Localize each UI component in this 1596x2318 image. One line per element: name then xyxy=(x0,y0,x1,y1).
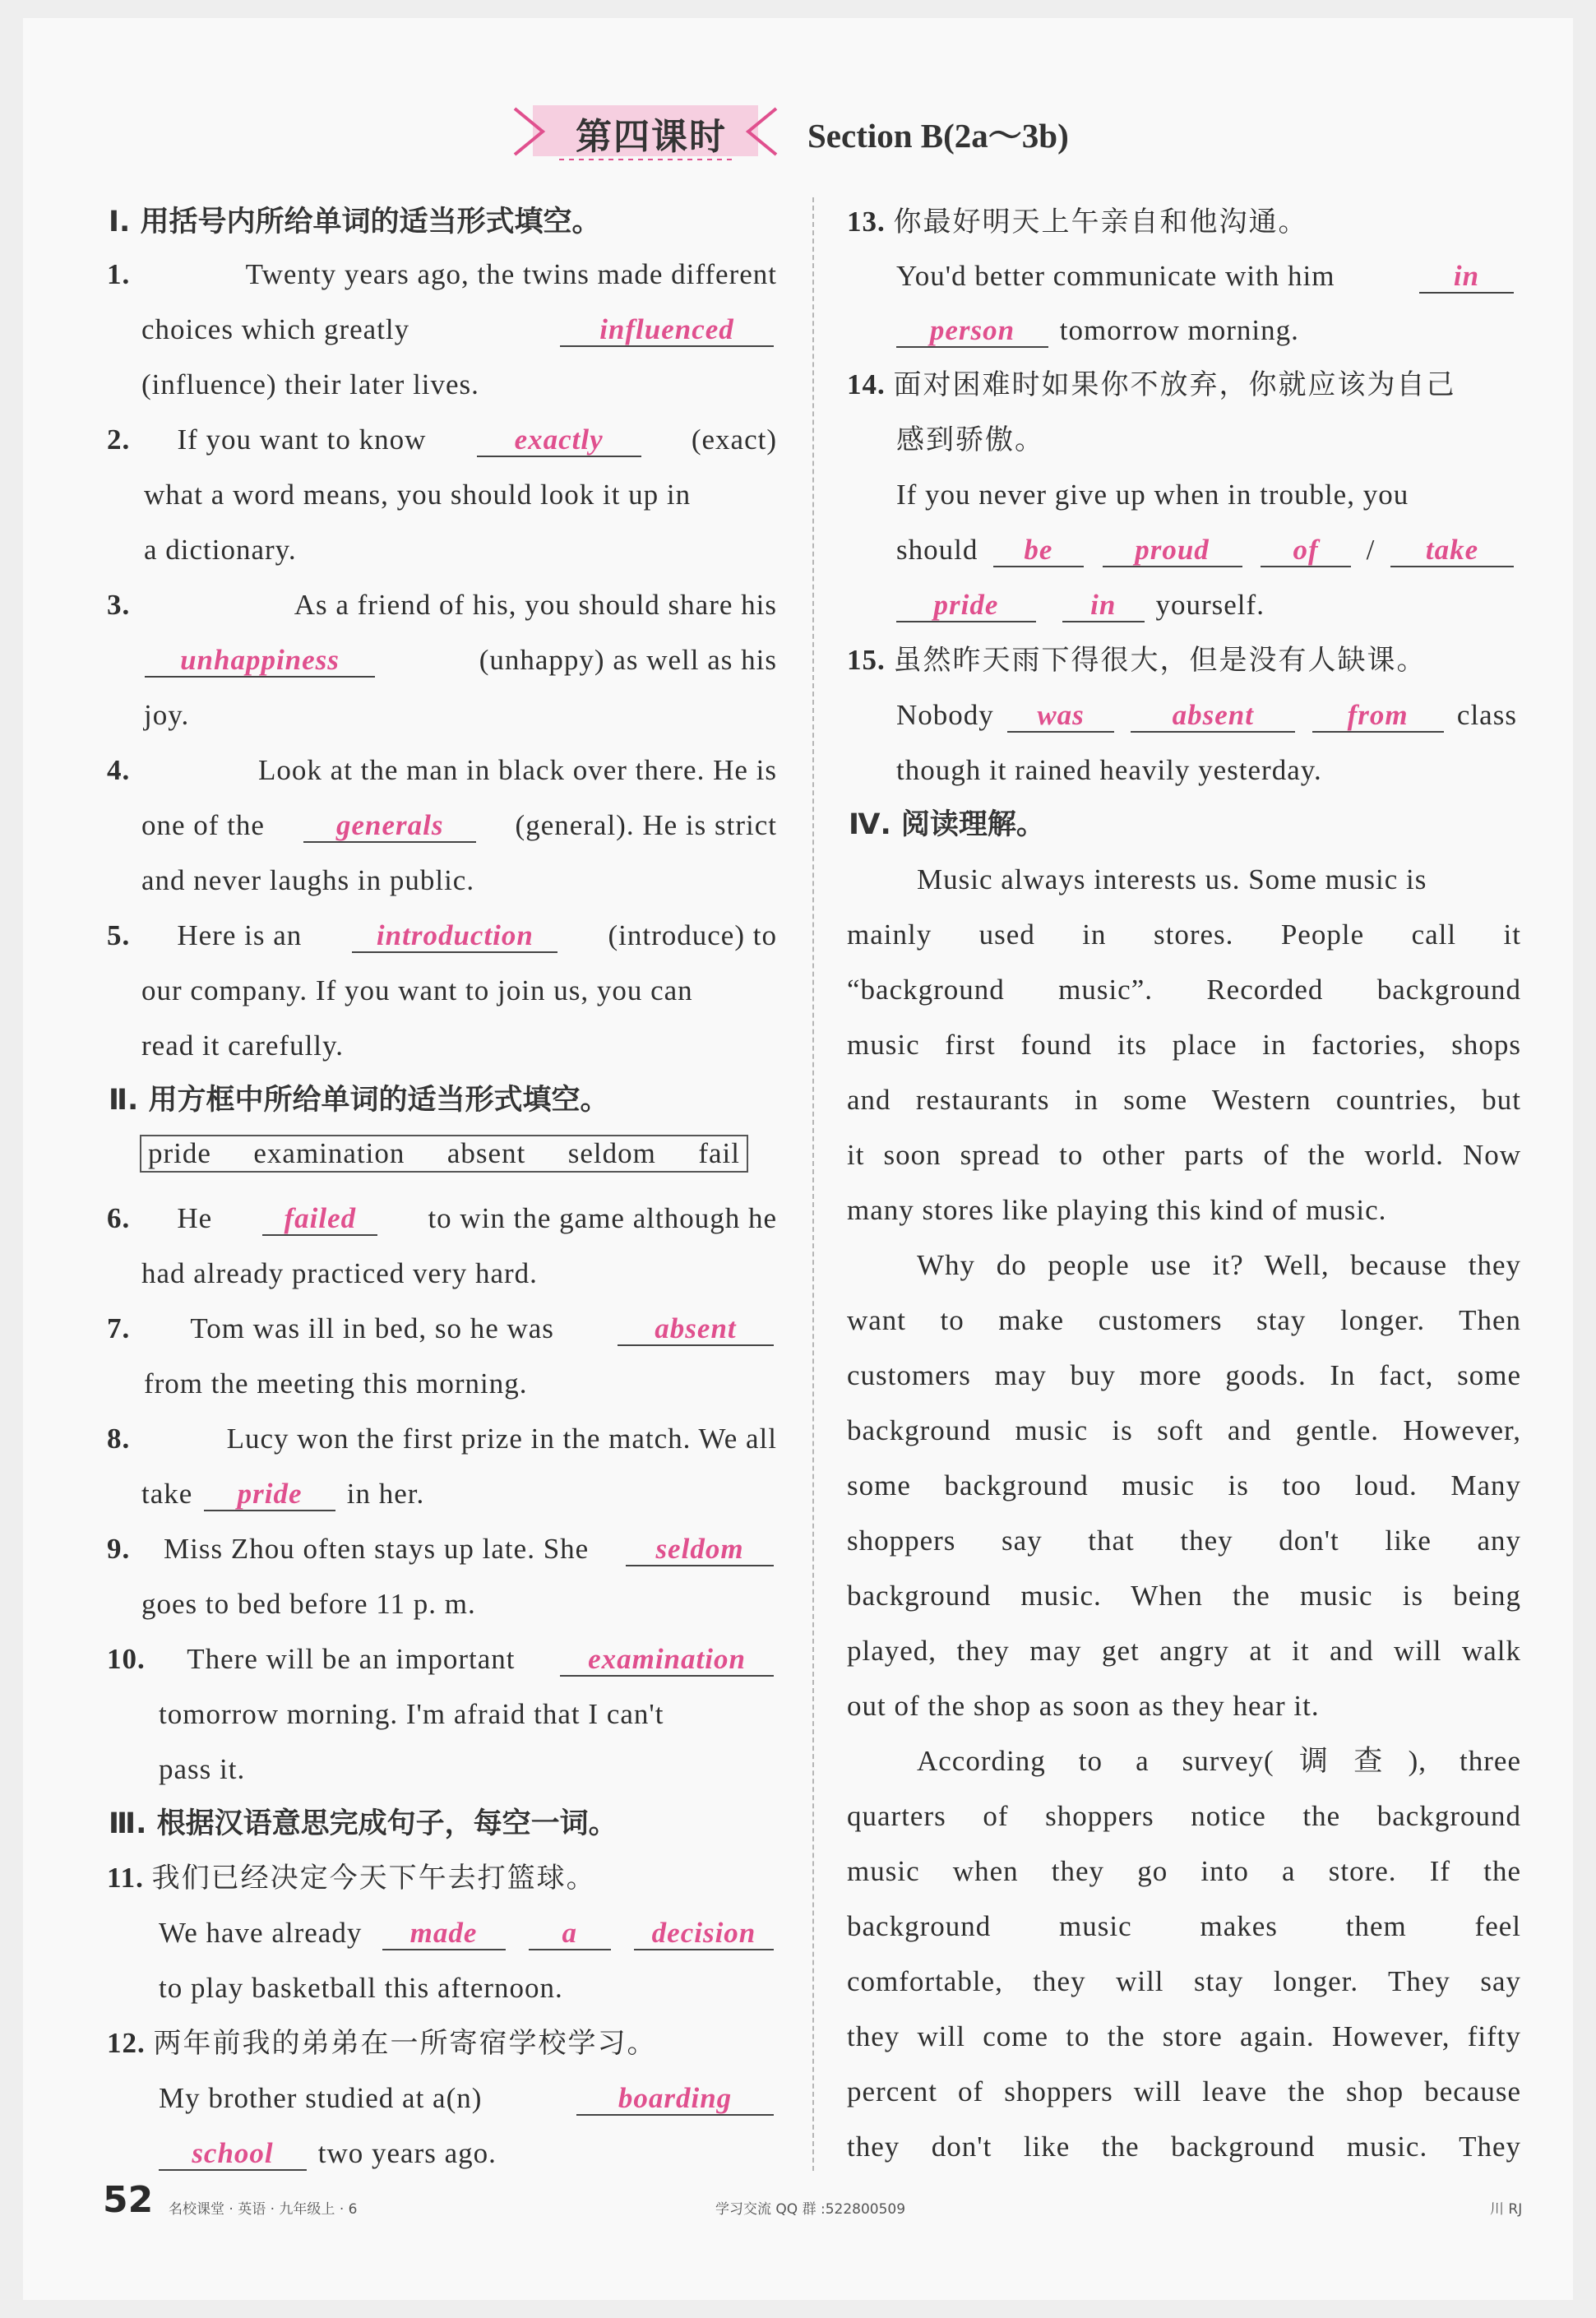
q1-answer[interactable]: influenced xyxy=(560,314,774,347)
q13-answer-1[interactable]: in xyxy=(1419,261,1514,294)
q6-number: 6. xyxy=(107,1202,131,1234)
q13-chinese: 你最好明天上午亲自和他沟通。 xyxy=(893,206,1308,238)
column-divider xyxy=(812,197,814,2171)
reading-line: out of the shop as soon as they hear it. xyxy=(847,1690,1320,1722)
footer-edition: 川 RJ xyxy=(1490,2201,1523,2218)
footer-qq-group: 学习交流 QQ 群 :522800509 xyxy=(715,2201,906,2218)
q11-answer-2[interactable]: a xyxy=(529,1918,611,1950)
word-box-item: absent xyxy=(446,1137,526,1169)
q6-line1 xyxy=(107,1201,777,1237)
reading-line: quarters of shoppers notice the background xyxy=(847,1800,1521,1832)
reading-line: background music makes them feel xyxy=(847,1910,1521,1942)
q3-line1 xyxy=(107,587,777,623)
q14-slash: / xyxy=(1366,534,1376,566)
q5-number: 5. xyxy=(107,919,131,951)
q10-answer[interactable]: examination xyxy=(560,1644,774,1677)
q5-answer[interactable]: introduction xyxy=(352,920,557,953)
word-box-item: examination xyxy=(253,1137,405,1169)
word-box-row xyxy=(141,1136,747,1171)
q13-line1 xyxy=(847,204,1308,240)
q2-line1 xyxy=(107,422,777,458)
q13-text1a: You'd better communicate with him xyxy=(896,260,1335,292)
q1-text2: choices which greatly xyxy=(141,313,410,345)
q15-line2 xyxy=(896,697,1517,733)
q11-answer-1[interactable]: made xyxy=(382,1918,506,1950)
q2-text1b: (exact) xyxy=(691,423,777,456)
q3-number: 3. xyxy=(107,589,131,621)
q14-line4 xyxy=(896,532,1517,568)
reading-line: background music. When the music is being xyxy=(847,1580,1521,1612)
q11-line1 xyxy=(107,1860,596,1896)
q14-answer-6[interactable]: in xyxy=(1062,590,1145,622)
q6-text1a: He xyxy=(177,1202,213,1234)
reading-line: played, they may get angry at it and will walk xyxy=(847,1635,1521,1667)
q12-line3 xyxy=(159,2135,497,2172)
reading-line: it soon spread to other parts of the world. Now xyxy=(847,1139,1521,1171)
q1-text1: Twenty years ago, the twins made different xyxy=(245,258,777,290)
reading-line: want to make customers stay longer. Then xyxy=(847,1304,1521,1336)
q4-text1: Look at the man in black over there. He is xyxy=(258,754,777,786)
lesson-title: 第四课时 xyxy=(576,116,727,158)
q14-text1: If you never give up when in trouble, you xyxy=(896,479,1409,511)
q14-text2a: should xyxy=(896,534,978,566)
q9-answer[interactable]: seldom xyxy=(626,1534,774,1566)
q4-text3: and never laughs in public. xyxy=(141,864,475,896)
reading-line: Why do people use it? Well, because they xyxy=(917,1249,1521,1281)
q7-text1a: Tom was ill in bed, so he was xyxy=(190,1312,554,1344)
q14-number: 14. xyxy=(847,368,886,400)
q12-number: 12. xyxy=(107,2027,146,2059)
q4-text2b: (general). He is strict xyxy=(515,809,777,841)
q14-answer-4[interactable]: take xyxy=(1390,534,1514,567)
q15-line1 xyxy=(847,642,1427,678)
q9-line1 xyxy=(107,1531,777,1567)
reading-line: shoppers say that they don't like any xyxy=(847,1525,1521,1557)
section-2-title: Ⅱ. 用方框中所给单词的适当形式填空。 xyxy=(109,1084,609,1117)
q11-number: 11. xyxy=(107,1862,144,1894)
q14-answer-2[interactable]: proud xyxy=(1103,534,1242,567)
section-title: Section B(2a～3b) xyxy=(807,117,1069,155)
q2-answer[interactable]: exactly xyxy=(477,424,641,457)
q12-answer-1[interactable]: boarding xyxy=(576,2083,774,2116)
q13-text2b: tomorrow morning. xyxy=(1059,314,1299,346)
q5-text1a: Here is an xyxy=(177,919,303,951)
section-1-title: Ⅰ. 用括号内所给单词的适当形式填空。 xyxy=(109,206,601,238)
section-3-title: Ⅲ. 根据汉语意思完成句子，每空一词。 xyxy=(109,1807,618,1840)
q7-number: 7. xyxy=(107,1312,131,1344)
q12-chinese: 两年前我的弟弟在一所寄宿学校学习。 xyxy=(153,2027,657,2060)
reading-line: music when they go into a store. If the xyxy=(847,1855,1521,1887)
q5-line1 xyxy=(107,918,777,954)
reading-line: comfortable, they will stay longer. They say xyxy=(847,1965,1521,1997)
q6-text1b: to win the game although he xyxy=(428,1202,777,1234)
q12-text2b: two years ago. xyxy=(317,2137,497,2169)
reading-line: “background music”. Recorded background xyxy=(847,974,1521,1006)
q2-text2: what a word means, you should look it up in xyxy=(144,479,692,511)
q9-text2: goes to bed before 11 p. m. xyxy=(141,1588,476,1620)
q8-answer[interactable]: pride xyxy=(204,1478,335,1511)
q10-text2: tomorrow morning. I'm afraid that I can't xyxy=(159,1698,664,1730)
q3-line2 xyxy=(141,642,777,678)
q12-answer-2[interactable]: school xyxy=(159,2138,307,2171)
reading-line: customers may buy more goods. In fact, some xyxy=(847,1359,1521,1391)
reading-line: Music always interests us. Some music is xyxy=(917,863,1427,895)
q14-answer-1[interactable]: be xyxy=(993,534,1084,567)
q11-text2: to play basketball this afternoon. xyxy=(159,1972,563,2004)
reading-line: percent of shoppers will leave the shop because xyxy=(847,2075,1521,2107)
reading-line: they will come to the store again. However, fifty xyxy=(847,2020,1521,2052)
reading-line: music first found its place in factories, shops xyxy=(847,1029,1521,1061)
reading-line: many stores like playing this kind of music. xyxy=(847,1194,1387,1226)
q12-text1a: My brother studied at a(n) xyxy=(159,2082,483,2114)
q15-text1b: class xyxy=(1456,699,1517,731)
q8-line1 xyxy=(107,1421,777,1457)
q15-answer-3[interactable]: from xyxy=(1312,700,1444,733)
q10-number: 10. xyxy=(107,1643,146,1675)
q14-chinese-2: 感到骄傲。 xyxy=(896,423,1044,456)
q8-text2b: in her. xyxy=(346,1478,425,1510)
q6-text2: had already practiced very hard. xyxy=(141,1257,538,1289)
q1-line2 xyxy=(141,312,777,348)
q4-line2 xyxy=(141,807,777,844)
q7-line1 xyxy=(107,1311,777,1347)
q1-number: 1. xyxy=(107,258,131,290)
q11-line2 xyxy=(159,1915,777,1951)
q15-text2: though it rained heavily yesterday. xyxy=(896,754,1322,786)
word-box xyxy=(140,1135,748,1173)
q13-line2 xyxy=(896,258,1517,294)
q11-text1a: We have already xyxy=(159,1917,363,1949)
word-box-item: pride xyxy=(148,1137,211,1169)
q12-line1 xyxy=(107,2025,657,2061)
q15-answer-2[interactable]: absent xyxy=(1131,700,1295,733)
reading-line: and restaurants in some Western countries, but xyxy=(847,1084,1521,1116)
q1-text3: (influence) their later lives. xyxy=(141,368,479,400)
q13-line3 xyxy=(896,312,1299,349)
q10-line1 xyxy=(107,1641,777,1677)
q7-text2: from the meeting this morning. xyxy=(144,1367,528,1400)
q15-number: 15. xyxy=(847,644,886,676)
q3-text2: (unhappy) as well as his xyxy=(479,644,777,676)
reading-line: mainly used in stores. People call it xyxy=(847,918,1521,951)
q4-answer[interactable]: generals xyxy=(303,810,476,843)
q1-line1 xyxy=(107,257,777,293)
q10-text3: pass it. xyxy=(159,1753,246,1785)
q2-text1a: If you want to know xyxy=(177,423,427,456)
page-number: 52 xyxy=(103,2179,154,2221)
word-box-item: seldom xyxy=(567,1137,656,1169)
section-4-title: Ⅳ. 阅读理解。 xyxy=(849,808,1045,841)
q2-number: 2. xyxy=(107,423,131,456)
q7-answer[interactable]: absent xyxy=(618,1313,774,1346)
reading-line: they don't like the background music. They xyxy=(847,2131,1521,2163)
q8-number: 8. xyxy=(107,1423,131,1455)
q3-text1: As a friend of his, you should share his xyxy=(294,589,777,621)
q14-line1 xyxy=(847,367,1456,403)
q14-answer-3[interactable]: of xyxy=(1261,534,1351,567)
q9-number: 9. xyxy=(107,1533,131,1565)
q4-text2a: one of the xyxy=(141,809,265,841)
q3-text3: joy. xyxy=(144,699,190,731)
q11-answer-3[interactable]: decision xyxy=(634,1918,774,1950)
word-box-item: fail xyxy=(698,1137,740,1169)
q6-answer[interactable]: failed xyxy=(262,1203,377,1236)
q13-answer-2[interactable]: person xyxy=(896,315,1048,348)
q14-chinese-1: 面对困难时如果你不放弃，你就应该为自己 xyxy=(893,368,1456,401)
q13-number: 13. xyxy=(847,206,886,238)
q8-line2 xyxy=(141,1476,424,1512)
q14-line5 xyxy=(896,587,1265,623)
q8-text2a: take xyxy=(141,1478,193,1510)
q3-answer[interactable]: unhappiness xyxy=(145,645,375,678)
q9-text1a: Miss Zhou often stays up late. She xyxy=(164,1533,590,1565)
q5-text3: read it carefully. xyxy=(141,1029,345,1062)
q10-text1a: There will be an important xyxy=(187,1643,516,1675)
q15-text1a: Nobody xyxy=(896,699,994,731)
q12-line2 xyxy=(159,2080,777,2117)
reading-line: some background music is too loud. Many xyxy=(847,1469,1521,1501)
q4-line1 xyxy=(107,752,777,789)
q4-number: 4. xyxy=(107,754,131,786)
footer-book-info: 名校课堂 · 英语 · 九年级上 · 6 xyxy=(169,2201,358,2218)
q14-answer-5[interactable]: pride xyxy=(896,590,1036,622)
q15-answer-1[interactable]: was xyxy=(1007,700,1114,733)
reading-line: According to a survey(调查), three xyxy=(917,1745,1521,1777)
q5-text1b: (introduce) to xyxy=(608,919,777,951)
q2-text3: a dictionary. xyxy=(144,534,297,566)
q11-chinese: 我们已经决定今天下午去打篮球。 xyxy=(151,1862,596,1895)
reading-line: background music is soft and gentle. However, xyxy=(847,1414,1521,1446)
q5-text2: our company. If you want to join us, you can xyxy=(141,974,693,1006)
q14-text3b: yourself. xyxy=(1155,589,1265,621)
q8-text1: Lucy won the first prize in the match. We all xyxy=(226,1423,777,1455)
q15-chinese: 虽然昨天雨下得很大，但是没有人缺课。 xyxy=(893,644,1427,677)
